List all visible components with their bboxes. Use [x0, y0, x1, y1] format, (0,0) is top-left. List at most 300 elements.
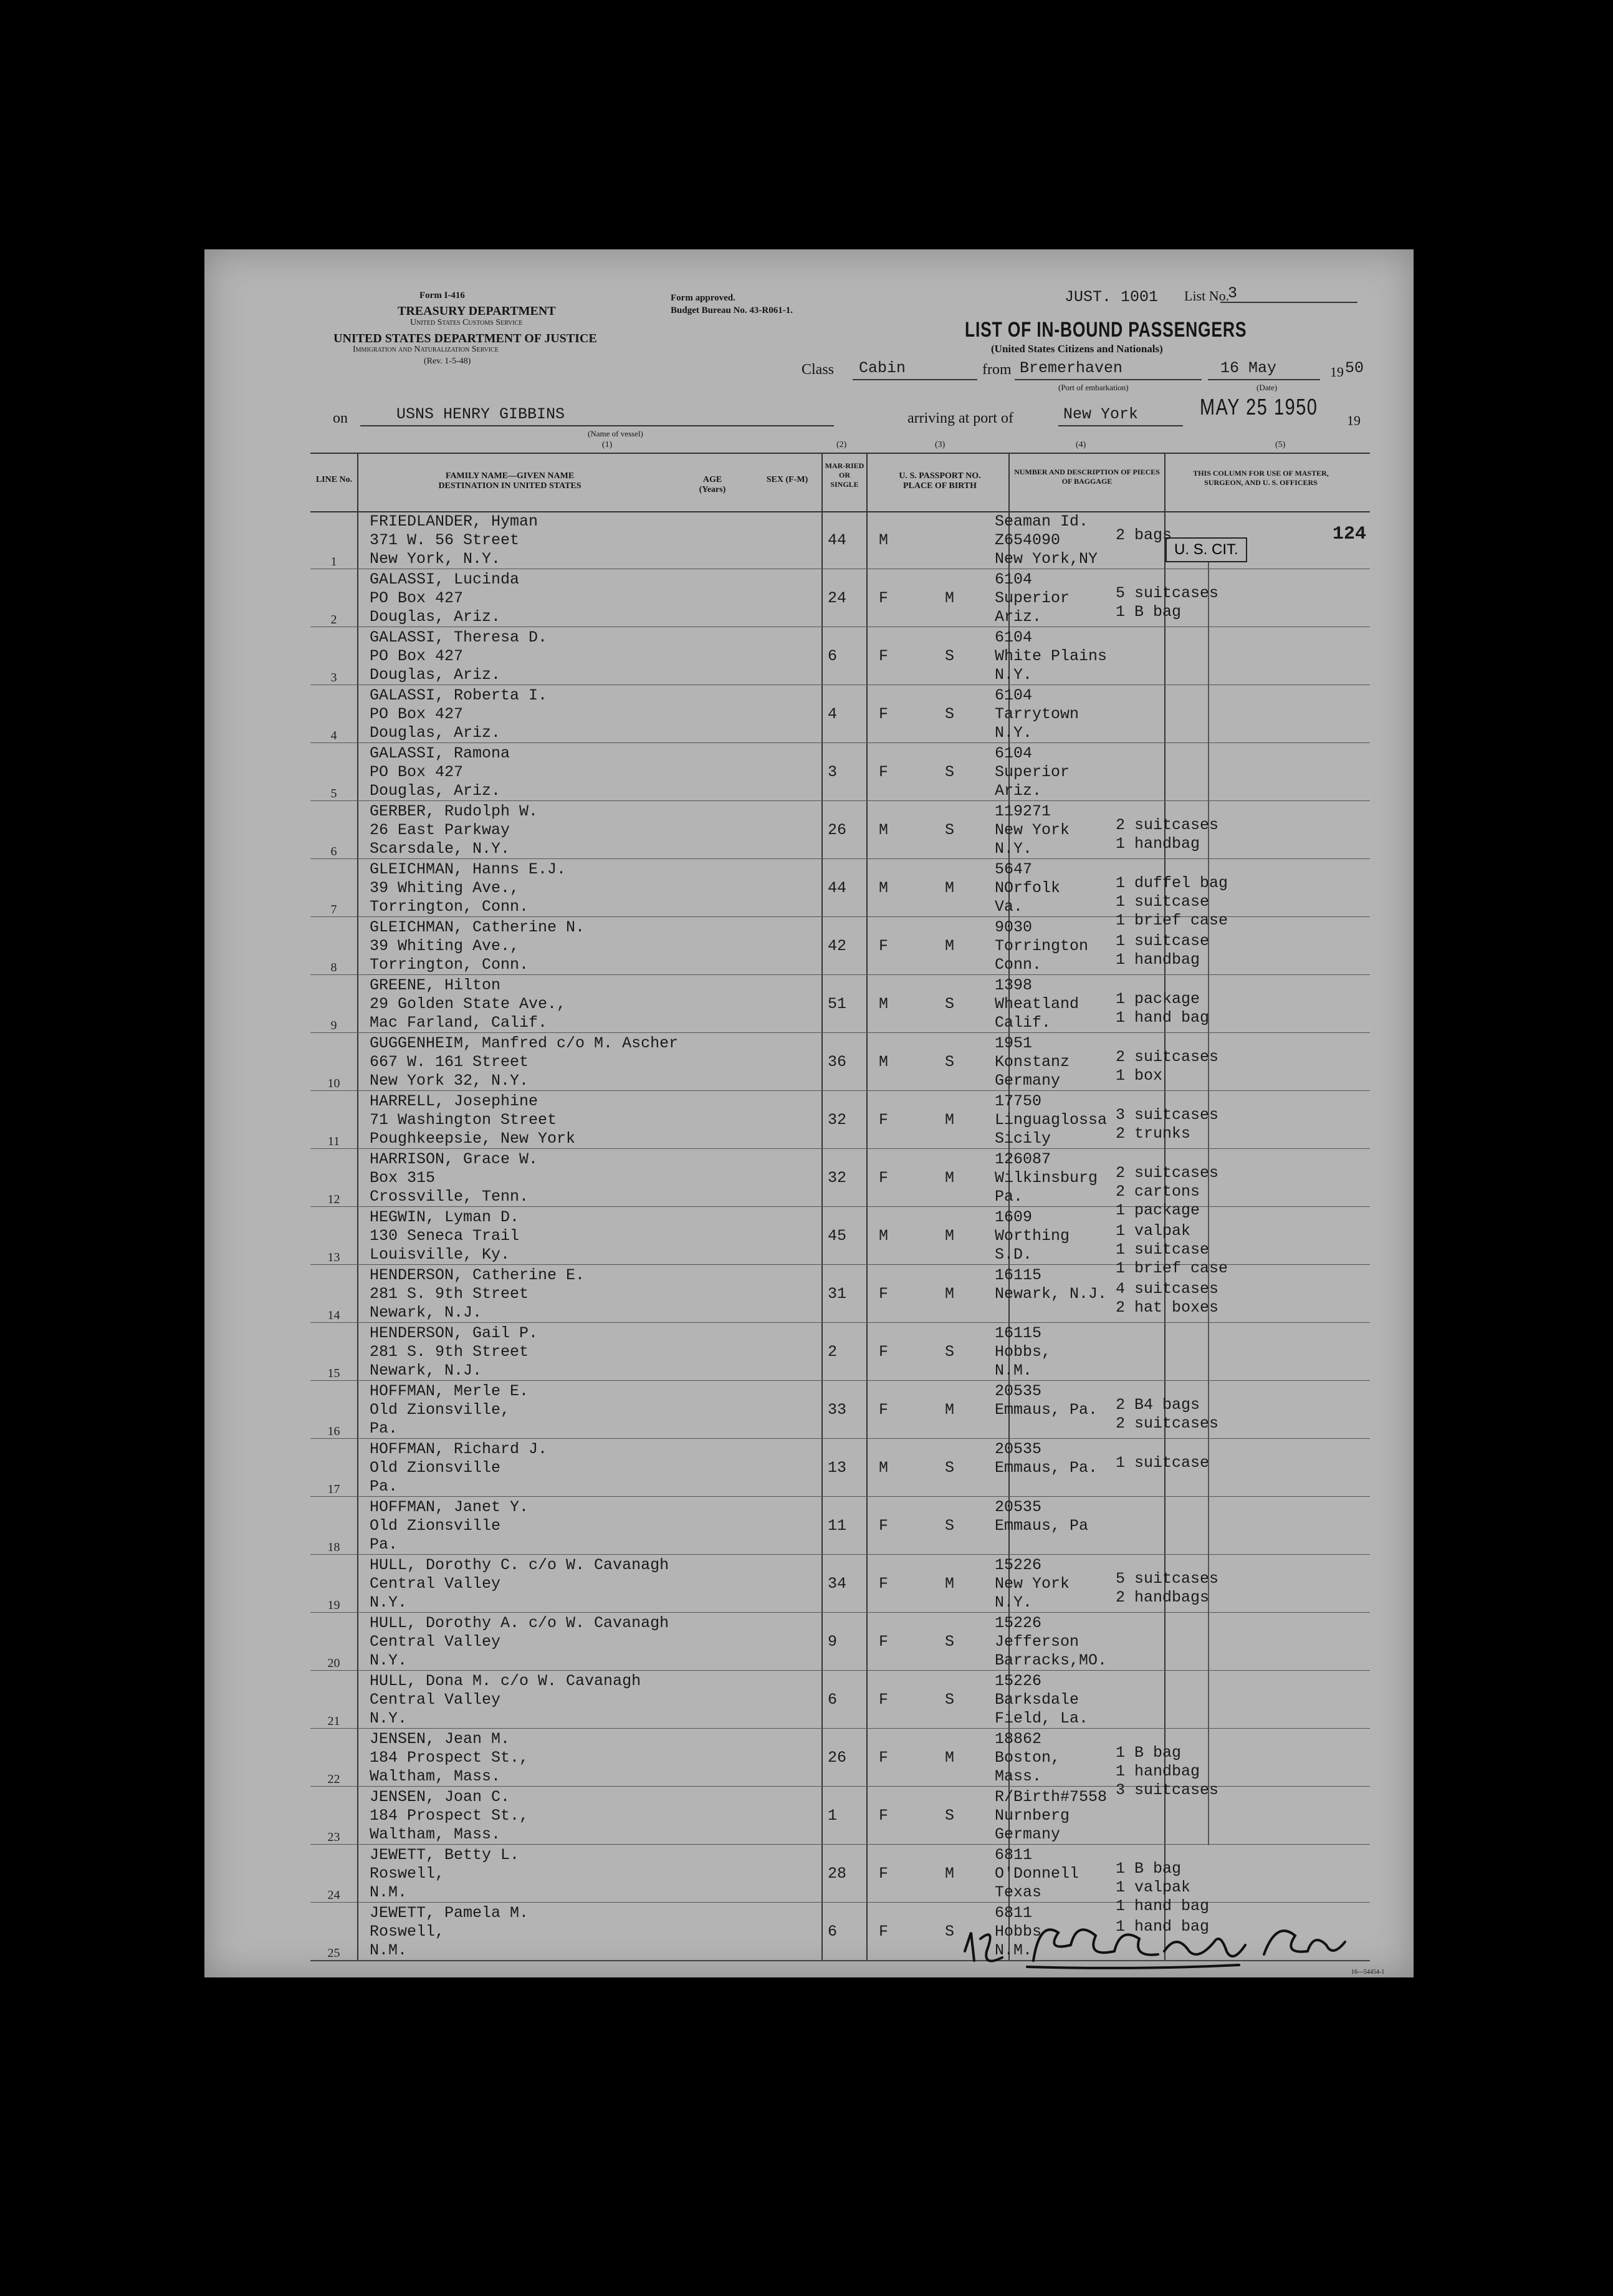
passenger-row	[310, 1033, 1370, 1091]
marital-status: S	[945, 821, 955, 839]
passenger-age: 45	[828, 1227, 847, 1245]
passport-number: Seaman Id.	[995, 512, 1089, 531]
passenger-row	[310, 1671, 1370, 1729]
marital-status: S	[945, 705, 955, 723]
embarkation-caption: (Port of embarkation)	[1058, 383, 1129, 392]
col-number-2: (2)	[836, 440, 847, 449]
passenger-sex: F	[879, 705, 889, 723]
passenger-age: 42	[828, 937, 847, 955]
passport-number: 15226	[995, 1614, 1042, 1632]
passenger-address: New York, N.Y.	[370, 550, 501, 568]
passenger-row	[310, 511, 1370, 569]
baggage-item: 1 suitcase	[1116, 1454, 1210, 1472]
line-number: 6	[330, 845, 337, 858]
passenger-sex: F	[879, 1111, 889, 1129]
arrival-port: New York	[1063, 405, 1139, 423]
passenger-name: HOFFMAN, Merle E.	[370, 1382, 529, 1400]
passenger-sex: F	[879, 1285, 889, 1303]
baggage-item: 2 suitcases	[1116, 1164, 1219, 1182]
marital-status: M	[945, 1169, 955, 1187]
baggage-item: 1 suitcase	[1116, 932, 1210, 950]
place-of-birth: N.Y.	[995, 840, 1033, 858]
place-of-birth: Germany	[995, 1825, 1061, 1843]
passenger-sex: F	[879, 1401, 889, 1419]
passport-number: 20535	[995, 1440, 1042, 1458]
justice-dept: UNITED STATES DEPARTMENT OF JUSTICE	[333, 332, 597, 345]
passenger-age: 9	[828, 1633, 838, 1651]
passenger-table	[310, 511, 1370, 1960]
passport-number: 16115	[995, 1266, 1042, 1284]
passenger-age: 44	[828, 879, 847, 897]
col-number-5: (5)	[1275, 440, 1286, 449]
passport-number: 6811	[995, 1846, 1033, 1864]
passenger-sex: M	[879, 995, 889, 1013]
passport-number: 15226	[995, 1672, 1042, 1690]
marital-status: S	[945, 1517, 955, 1535]
baggage-item: 1 box	[1116, 1067, 1163, 1085]
line-number: 17	[327, 1482, 340, 1496]
passenger-address: Crossville, Tenn.	[370, 1188, 529, 1206]
passenger-row	[310, 1265, 1370, 1323]
line-number: 4	[330, 729, 337, 742]
line-number: 11	[327, 1135, 340, 1148]
passenger-name: HEGWIN, Lyman D.	[370, 1208, 520, 1226]
baggage-item: 1 hand bag	[1116, 1897, 1210, 1915]
budget-bureau: Budget Bureau No. 43-R061-1.	[671, 305, 793, 315]
place-of-birth: Tarrytown	[995, 705, 1079, 723]
baggage-item: 1 brief case	[1116, 1259, 1228, 1277]
passenger-age: 2	[828, 1343, 838, 1361]
baggage-item: 1 suitcase	[1116, 893, 1210, 911]
place-of-birth: Hobbs,	[995, 1343, 1051, 1361]
passenger-address: Poughkeepsie, New York	[370, 1130, 576, 1148]
list-no-label: List No.	[1184, 288, 1230, 304]
passenger-age: 3	[828, 763, 838, 781]
passport-number: 6104	[995, 686, 1033, 704]
place-of-birth: Barksdale	[995, 1691, 1079, 1709]
line-number: 3	[330, 671, 337, 684]
passenger-age: 26	[828, 1749, 847, 1767]
line-number: 9	[330, 1019, 337, 1032]
passenger-name: FRIEDLANDER, Hyman	[370, 512, 538, 531]
passenger-age: 36	[828, 1053, 847, 1071]
line-number: 2	[330, 613, 337, 627]
baggage-item: 1 valpak	[1116, 1878, 1191, 1896]
passenger-sex: F	[879, 589, 889, 607]
list-no-value: 3	[1228, 284, 1238, 302]
passport-number: 6104	[995, 570, 1033, 588]
passenger-row	[310, 1613, 1370, 1671]
passenger-age: 34	[828, 1575, 847, 1593]
passenger-row	[310, 1555, 1370, 1613]
line-number: 1	[330, 555, 337, 569]
passenger-sex: M	[879, 879, 889, 897]
baggage-item: 2 suitcases	[1116, 1048, 1219, 1066]
baggage-item: 1 package	[1116, 1201, 1200, 1219]
passenger-row	[310, 1787, 1370, 1845]
line-number: 16	[327, 1424, 340, 1438]
passport-number: 15226	[995, 1556, 1042, 1574]
place-of-birth: N.Y.	[995, 666, 1033, 684]
baggage-item: 1 valpak	[1116, 1222, 1191, 1240]
passenger-name: HOFFMAN, Janet Y.	[370, 1498, 529, 1516]
departure-date: 16 May	[1220, 359, 1277, 377]
place-of-birth: Jefferson	[995, 1633, 1079, 1651]
line-number: 23	[327, 1830, 340, 1844]
header-age: AGE (Years)	[699, 475, 726, 494]
passenger-sex: F	[879, 1633, 889, 1651]
passenger-address: 29 Golden State Ave.,	[370, 995, 567, 1013]
line-number: 14	[327, 1309, 340, 1322]
passport-number: 1398	[995, 976, 1033, 994]
passenger-row	[310, 1497, 1370, 1555]
passenger-address: Douglas, Ariz.	[370, 782, 501, 800]
place-of-birth: Mass.	[995, 1767, 1042, 1785]
passenger-row	[310, 569, 1370, 627]
passenger-address: Roswell,	[370, 1865, 445, 1883]
passenger-age: 31	[828, 1285, 847, 1303]
line-number: 12	[327, 1193, 340, 1206]
passenger-address: Old Zionsville,	[370, 1401, 510, 1419]
baggage-item: 1 handbag	[1116, 951, 1200, 969]
passenger-address: Louisville, Ky.	[370, 1246, 510, 1264]
marital-status: S	[945, 995, 955, 1013]
place-of-birth: Emmaus, Pa	[995, 1517, 1089, 1535]
passport-number: 18862	[995, 1730, 1042, 1748]
line-number: 5	[330, 787, 337, 800]
place-of-birth: N.Y.	[995, 1593, 1033, 1612]
line-number: 20	[327, 1656, 340, 1670]
passenger-name: GLEICHMAN, Catherine N.	[370, 918, 585, 936]
passport-number: 119271	[995, 802, 1051, 820]
place-of-birth: S.D.	[995, 1246, 1033, 1264]
passenger-row	[310, 1323, 1370, 1381]
place-of-birth: N.M.	[995, 1941, 1033, 1959]
passenger-age: 6	[828, 647, 838, 665]
year-value: 50	[1345, 359, 1364, 377]
passenger-address: 130 Seneca Trail	[370, 1227, 520, 1245]
passenger-address: 371 W. 56 Street	[370, 531, 520, 549]
ins-service: Immigration and Naturalization Service	[353, 345, 499, 354]
passenger-address: Old Zionsville	[370, 1517, 501, 1535]
vessel-name: USNS HENRY GIBBINS	[396, 405, 565, 423]
place-of-birth: Pa.	[995, 1188, 1023, 1206]
print-code: 16—54454-1	[1351, 1969, 1385, 1976]
passenger-name: HOFFMAN, Richard J.	[370, 1440, 548, 1458]
place-of-birth: Worthing	[995, 1227, 1070, 1245]
place-of-birth: Conn.	[995, 956, 1042, 974]
passenger-address: N.M.	[370, 1941, 408, 1959]
line-number: 22	[327, 1772, 340, 1786]
passenger-age: 26	[828, 821, 847, 839]
passenger-age: 13	[828, 1459, 847, 1477]
passenger-age: 32	[828, 1169, 847, 1187]
passport-number: 20535	[995, 1382, 1042, 1400]
marital-status: S	[945, 763, 955, 781]
passenger-address: N.Y.	[370, 1709, 408, 1727]
passenger-row	[310, 743, 1370, 801]
line-number: 8	[330, 961, 337, 974]
passenger-address: Waltham, Mass.	[370, 1767, 501, 1785]
place-of-birth: New York	[995, 1575, 1070, 1593]
passenger-address: 39 Whiting Ave.,	[370, 937, 520, 955]
passenger-name: HARRELL, Josephine	[370, 1092, 538, 1110]
baggage-item: 1 suitcase	[1116, 1241, 1210, 1259]
passenger-address: PO Box 427	[370, 763, 464, 781]
place-of-birth: Boston,	[995, 1749, 1061, 1767]
passenger-name: JEWETT, Betty L.	[370, 1846, 520, 1864]
line-number: 15	[327, 1367, 340, 1380]
baggage-item: 5 suitcases	[1116, 584, 1219, 602]
marital-status: S	[945, 1053, 955, 1071]
passenger-name: HENDERSON, Gail P.	[370, 1324, 538, 1342]
passenger-sex: M	[879, 821, 889, 839]
marital-status: M	[945, 1285, 955, 1303]
place-of-birth: Ariz.	[995, 608, 1042, 626]
passenger-sex: F	[879, 1865, 889, 1883]
passenger-address: Newark, N.J.	[370, 1362, 482, 1380]
marital-status: S	[945, 1633, 955, 1651]
marital-status: M	[945, 1575, 955, 1593]
marital-status: S	[945, 1923, 955, 1941]
marital-status: M	[945, 1401, 955, 1419]
passenger-age: 32	[828, 1111, 847, 1129]
baggage-item: 2 hat boxes	[1116, 1299, 1219, 1317]
passenger-sex: F	[879, 1691, 889, 1709]
passenger-address: PO Box 427	[370, 589, 464, 607]
passenger-age: 1	[828, 1807, 838, 1825]
baggage-item: 1 handbag	[1116, 1762, 1200, 1780]
marital-status: M	[945, 1749, 955, 1767]
passenger-address: Torrington, Conn.	[370, 956, 529, 974]
vessel-caption: (Name of vessel)	[588, 429, 643, 438]
passenger-address: Douglas, Ariz.	[370, 608, 501, 626]
passport-number: 126087	[995, 1150, 1051, 1168]
passenger-name: GREENE, Hilton	[370, 976, 501, 994]
document-title: LIST OF IN-BOUND PASSENGERS	[965, 318, 1247, 342]
passenger-age: 33	[828, 1401, 847, 1419]
line-number: 24	[327, 1888, 340, 1902]
place-of-birth: Germany	[995, 1072, 1061, 1090]
arriving-label: arriving at port of	[907, 410, 1013, 426]
place-of-birth: Torrington	[995, 937, 1089, 955]
col-number-1: (1)	[602, 440, 613, 449]
passenger-age: 11	[828, 1517, 847, 1535]
header-officers: THIS COLUMN FOR USE OF MASTER, SURGEON, AND U. S. OFFICERS	[1193, 469, 1329, 487]
passenger-name: GALASSI, Ramona	[370, 744, 510, 762]
place-of-birth: Superior	[995, 589, 1070, 607]
passenger-sex: F	[879, 1807, 889, 1825]
passport-number: 1609	[995, 1208, 1033, 1226]
passenger-name: GERBER, Rudolph W.	[370, 802, 538, 820]
passenger-address: PO Box 427	[370, 705, 464, 723]
marital-status: M	[945, 879, 955, 897]
passport-number: 6104	[995, 628, 1033, 646]
marital-status: S	[945, 1807, 955, 1825]
passenger-sex: F	[879, 1517, 889, 1535]
marital-status: M	[945, 1865, 955, 1883]
passenger-age: 51	[828, 995, 847, 1013]
passenger-name: HULL, Dorothy C. c/o W. Cavanagh	[370, 1556, 669, 1574]
place-of-birth: Emmaus, Pa.	[995, 1459, 1098, 1477]
passport-number: 17750	[995, 1092, 1042, 1110]
marital-status: M	[945, 1111, 955, 1129]
embarkation-port: Bremerhaven	[1020, 359, 1123, 377]
passenger-address: 184 Prospect St.,	[370, 1749, 529, 1767]
baggage-item: 1 hand bag	[1116, 1009, 1210, 1027]
passenger-address: Roswell,	[370, 1923, 445, 1941]
passenger-row	[310, 685, 1370, 743]
line-number: 13	[327, 1251, 340, 1264]
col-number-3: (3)	[935, 440, 945, 449]
baggage-item: 1 hand bag	[1116, 1918, 1210, 1936]
passenger-age: 4	[828, 705, 838, 723]
treasury-dept: TREASURY DEPARTMENT	[398, 304, 556, 318]
passenger-name: HARRISON, Grace W.	[370, 1150, 538, 1168]
passport-number: 5647	[995, 860, 1033, 878]
passport-number: 1951	[995, 1034, 1033, 1052]
class-label: Class	[802, 362, 835, 378]
passenger-address: Box 315	[370, 1169, 436, 1187]
passenger-sex: F	[879, 1749, 889, 1767]
place-of-birth: Superior	[995, 763, 1070, 781]
form-number: Form I-416	[419, 291, 465, 300]
revision: (Rev. 1-5-48)	[424, 357, 471, 366]
us-citizen-stamp: U. S. CIT.	[1165, 537, 1247, 562]
passenger-name: JENSEN, Joan C.	[370, 1788, 510, 1806]
baggage-item: 2 suitcases	[1116, 816, 1219, 834]
passenger-row	[310, 1381, 1370, 1439]
passenger-address: Central Valley	[370, 1633, 501, 1651]
passenger-address: 26 East Parkway	[370, 821, 510, 839]
place-of-birth: Sicily	[995, 1130, 1051, 1148]
passenger-sex: F	[879, 647, 889, 665]
place-of-birth: Linguaglossa	[995, 1111, 1108, 1129]
passenger-address: New York 32, N.Y.	[370, 1072, 529, 1090]
passenger-age: 44	[828, 531, 847, 549]
passenger-row	[310, 975, 1370, 1033]
passenger-sex: M	[879, 1053, 889, 1071]
passenger-age: 6	[828, 1691, 838, 1709]
manifest-sheet	[204, 249, 1414, 1977]
date-caption: (Date)	[1256, 383, 1278, 392]
place-of-birth: Calif.	[995, 1014, 1051, 1032]
passenger-address: 184 Prospect St.,	[370, 1807, 529, 1825]
header-baggage: NUMBER AND DESCRIPTION OF PIECES OF BAGGAGE	[1014, 468, 1160, 486]
line-number: 19	[327, 1598, 340, 1612]
passport-number: R/Birth#7558	[995, 1788, 1108, 1806]
baggage-item: 2 B4 bags	[1116, 1396, 1200, 1414]
passenger-address: 667 W. 161 Street	[370, 1053, 529, 1071]
passenger-sex: F	[879, 763, 889, 781]
passenger-address: N.Y.	[370, 1593, 408, 1612]
passenger-address: N.M.	[370, 1883, 408, 1901]
passenger-address: 281 S. 9th Street	[370, 1343, 529, 1361]
baggage-item: 1 package	[1116, 990, 1200, 1008]
just-number: JUST. 1001	[1065, 288, 1159, 306]
on-label: on	[333, 410, 348, 426]
place-of-birth: Barracks,MO.	[995, 1651, 1108, 1669]
passenger-address: 39 Whiting Ave.,	[370, 879, 520, 897]
header-line-no: LINE No.	[315, 475, 353, 484]
baggage-item: 3 suitcases	[1116, 1781, 1219, 1799]
passenger-row	[310, 917, 1370, 975]
passenger-sex: M	[879, 531, 889, 549]
place-of-birth: N.M.	[995, 1362, 1033, 1380]
passenger-sex: F	[879, 1343, 889, 1361]
col-number-4: (4)	[1076, 440, 1086, 449]
marital-status: S	[945, 1343, 955, 1361]
header-married: MAR-RIED OR SINGLE	[825, 461, 864, 489]
place-of-birth: N.Y.	[995, 724, 1033, 742]
passenger-address: Scarsdale, N.Y.	[370, 840, 510, 858]
baggage-item: 1 handbag	[1116, 835, 1200, 853]
passenger-sex: M	[879, 1459, 889, 1477]
arrival-date-stamp: MAY 25 1950	[1200, 394, 1318, 420]
line-number: 21	[327, 1714, 340, 1728]
place-of-birth: Hobbs	[995, 1923, 1042, 1941]
place-of-birth: NOrfolk	[995, 879, 1061, 897]
place-of-birth: Nurnberg	[995, 1807, 1070, 1825]
line-number: 18	[327, 1540, 340, 1554]
from-label: from	[982, 362, 1012, 378]
handwritten-signature	[952, 1908, 1389, 1976]
passenger-address: 281 S. 9th Street	[370, 1285, 529, 1303]
year-suffix: 19	[1347, 413, 1361, 428]
passenger-address: Old Zionsville	[370, 1459, 501, 1477]
place-of-birth: Newark, N.J.	[995, 1285, 1108, 1303]
passenger-address: N.Y.	[370, 1651, 408, 1669]
baggage-item: 1 B bag	[1116, 1860, 1182, 1878]
year-prefix: 19	[1330, 364, 1344, 380]
place-of-birth: Wheatland	[995, 995, 1079, 1013]
baggage-item: 3 suitcases	[1116, 1106, 1219, 1124]
passenger-row	[310, 627, 1370, 685]
passenger-age: 6	[828, 1923, 838, 1941]
marital-status: M	[945, 937, 955, 955]
baggage-item: 2 handbags	[1116, 1588, 1210, 1607]
officer-number: 124	[1333, 524, 1367, 545]
marital-status: S	[945, 1691, 955, 1709]
baggage-item: 4 suitcases	[1116, 1280, 1219, 1298]
passenger-age: 28	[828, 1865, 847, 1883]
marital-status: S	[945, 1459, 955, 1477]
passenger-row	[310, 1439, 1370, 1497]
line-number: 7	[330, 903, 337, 916]
baggage-item: 2 suitcases	[1116, 1415, 1219, 1433]
place-of-birth: White Plains	[995, 647, 1108, 665]
line-number: 10	[327, 1077, 340, 1090]
place-of-birth: Ariz.	[995, 782, 1042, 800]
place-of-birth: Emmaus, Pa.	[995, 1401, 1098, 1419]
place-of-birth: Texas	[995, 1883, 1042, 1901]
baggage-item: 1 brief case	[1116, 911, 1228, 929]
passenger-row	[310, 1091, 1370, 1149]
baggage-item: 1 B bag	[1116, 603, 1182, 621]
passenger-address: Mac Farland, Calif.	[370, 1014, 548, 1032]
baggage-item: 5 suitcases	[1116, 1570, 1219, 1588]
passenger-address: Central Valley	[370, 1575, 501, 1593]
passport-number: 6104	[995, 744, 1033, 762]
customs-service: United States Customs Service	[410, 318, 523, 327]
passenger-name: GALASSI, Theresa D.	[370, 628, 548, 646]
place-of-birth: Konstanz	[995, 1053, 1070, 1071]
passenger-name: HULL, Dona M. c/o W. Cavanagh	[370, 1672, 641, 1690]
passenger-age: 24	[828, 589, 847, 607]
passport-number: 20535	[995, 1498, 1042, 1516]
marital-status: S	[945, 647, 955, 665]
passenger-address: Waltham, Mass.	[370, 1825, 501, 1843]
